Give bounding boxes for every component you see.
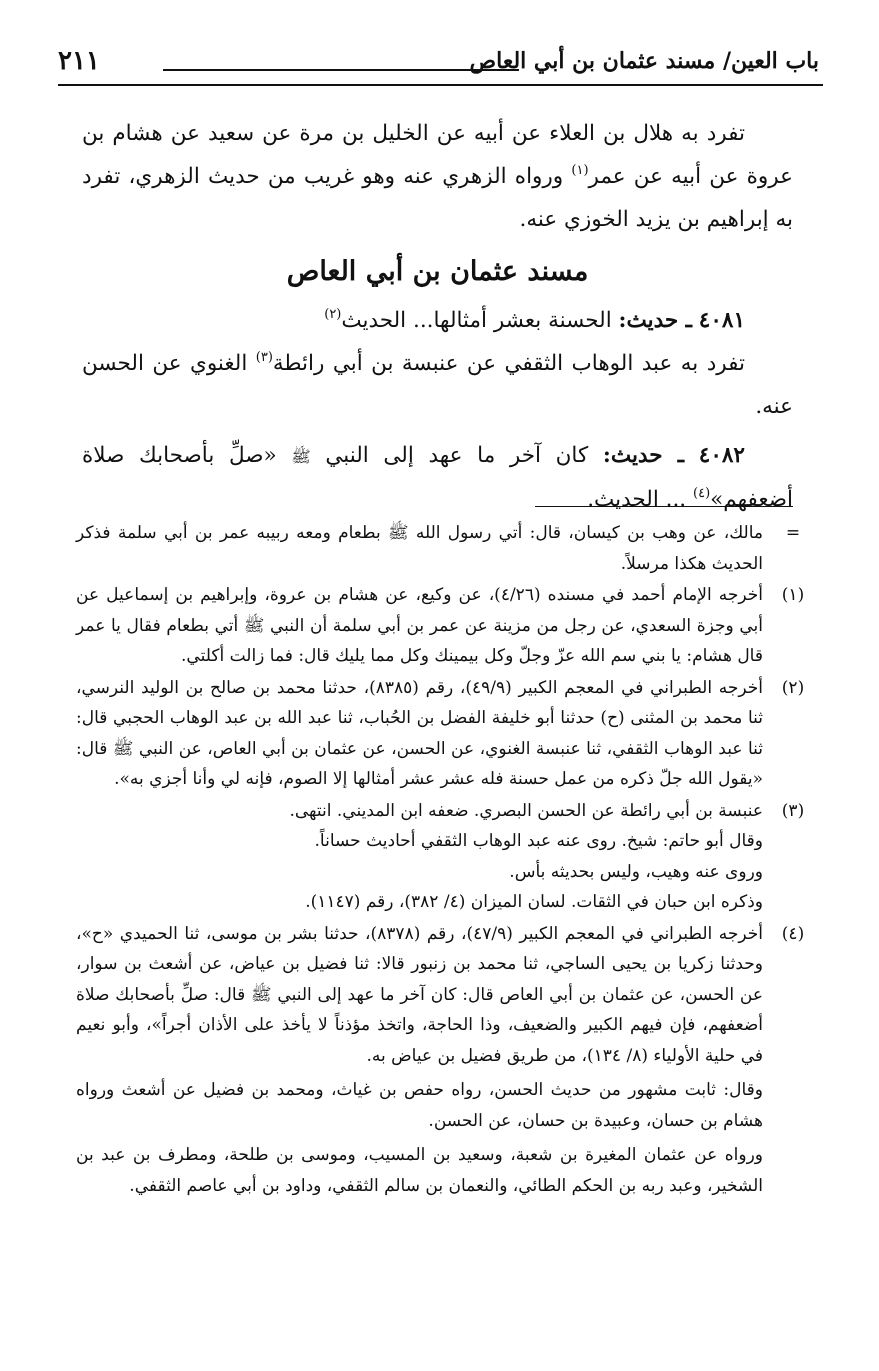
intro-text-cont: ورواه الزهري عنه وهو غريب من حديث الزهري، تفرد به إبراهيم بن يزيد الخوزي عنه. bbox=[82, 164, 793, 232]
footnote-3 bbox=[76, 796, 819, 918]
footnote-marker: (٣) bbox=[781, 800, 805, 821]
footnote-marker: (٢) bbox=[781, 677, 805, 698]
hadith-text-end: ... الحديث. bbox=[587, 487, 687, 512]
intro-paragraph bbox=[82, 112, 793, 241]
hadith-4081-note bbox=[82, 342, 793, 428]
header-title: باب العين/ مسند عثمان بن أبي العاص bbox=[469, 48, 819, 74]
footnote-ref-3: (٣) bbox=[255, 350, 273, 365]
header-leader-line bbox=[163, 69, 519, 71]
hadith-note-text-cont: الغنوي عن الحسن عنه. bbox=[82, 351, 793, 419]
hadith-text: الحسنة بعشر أمثالها... الحديث bbox=[341, 308, 612, 333]
hadith-quote: «صلِّ بأصحابك صلاة أضعفهم» bbox=[82, 443, 793, 512]
footnote-continuation bbox=[76, 518, 819, 579]
hadith-4082 bbox=[82, 434, 793, 521]
section-heading: مسند عثمان بن أبي العاص bbox=[286, 256, 589, 287]
footnote-paragraph: ورواه عن عثمان المغيرة بن شعبة، وسعيد بن المسيب، وموسى بن طلحة، ومطرف بن عبد بن الشخير، وعبد ربه بن الحكم الطائي، والنعمان بن سالم الثقفي، وداود بن أبي عاصم الثقفي. bbox=[76, 1145, 763, 1196]
footnote-1 bbox=[76, 580, 819, 672]
footnote-marker: = bbox=[785, 523, 801, 543]
footnote-4 bbox=[76, 919, 819, 1202]
intro-text: تفرد به هلال بن العلاء عن أبيه عن الخليل بن مرة عن سعيد عن هشام بن عروة عن أبيه عن عمر bbox=[82, 121, 793, 189]
page-number: ٢١١ bbox=[58, 46, 100, 76]
footnote-paragraph: أخرجه الطبراني في المعجم الكبير (٤٩/٩)، رقم (٨٣٨٥)، حدثنا محمد بن صالح بن الوليد النرسي، ثنا محمد بن المثنى (ح) حدثنا أبو خليفة الفضل بن الحُباب، ثنا عبد الله بن عبد الوهاب الحجبي قال: ثنا عبد الوهاب الثقفي، ثنا عنبسة الغنوي، عن الحسن، عن عثمان بن أبي العاص، عن النبي ﷺ قال: «يقول الله جلّ ذكره من عمل حسنة فله عشر عشر أمثالها إلا الصوم، فإنه لي وأنا أجزي به». bbox=[76, 677, 763, 789]
footnote-paragraph: أخرجه الطبراني في المعجم الكبير (٤٧/٩)، رقم (٨٣٧٨)، حدثنا بشر بن موسى، ثنا الحميدي «ح»، وحدثنا زكريا بن يحيى الساجي، ثنا محمد بن زنبور قالا: ثنا فضيل بن عياض، عن أشعث بن سوار، عن الحسن، عن عثمان بن أبي العاص قال: كان آخر ما عهد إلى النبي ﷺ قال: صلِّ بأصحابك صلاة أضعفهم، فإن فيهم الكبير والضعيف، وذا الحاجة، واتخذ مؤذناً لا يأخذ على الأذان أجراً»، وأبو نعيم في حلية الأولياء (٨/ ١٣٤)، من طريق فضيل بن عياض به. bbox=[76, 923, 763, 1066]
footnote-paragraph: أخرجه الإمام أحمد في مسنده (٤/٢٦)، عن وكيع، عن هشام بن عروة، وإبراهيم بن إسماعيل عن أبي وجزة السعدي، عن رجل من مزينة عن عمر بن أبي سلمة أن النبي ﷺ أتي بطعام فقال يا عمر قال هشام: يا بني سم الله عزّ وجلّ وكل بيمينك وكل مما يليك قال: فما زالت أكلتي. bbox=[76, 585, 763, 666]
footnote-marker: (٤) bbox=[781, 923, 805, 944]
hadith-label: ـ حديث: bbox=[602, 443, 685, 468]
footnote-paragraph: وروى عنه وهيب، وليس بحديثه بأس. bbox=[509, 861, 763, 882]
running-header bbox=[58, 44, 819, 86]
footnote-separator bbox=[535, 506, 793, 507]
hadith-note-text: تفرد به عبد الوهاب الثقفي عن عنبسة بن أبي رائطة bbox=[272, 351, 745, 376]
footnotes bbox=[76, 518, 819, 1202]
salla-ligature-icon: ﷺ bbox=[291, 447, 311, 466]
footnote-ref-2: (٢) bbox=[324, 307, 342, 322]
hadith-number: ٤٠٨١ bbox=[698, 308, 745, 333]
hadith-4081 bbox=[82, 299, 793, 342]
footnote-ref-4: (٤) bbox=[693, 486, 711, 501]
footnote-paragraph: وقال أبو حاتم: شيخ. روى عنه عبد الوهاب الثقفي أحاديث حساناً. bbox=[314, 831, 763, 851]
hadith-text: كان آخر ما عهد إلى النبي bbox=[325, 443, 589, 468]
main-text bbox=[82, 112, 793, 521]
footnote-paragraph: وقال: ثابت مشهور من حديث الحسن، رواه حفص بن غياث، ومحمد بن فضيل عن أشعث ورواه هشام بن حسان، وعبيدة بن حسان، عن الحسن. bbox=[76, 1080, 763, 1131]
footnote-paragraph: مالك، عن وهب بن كيسان، قال: أتي رسول الله ﷺ بطعام ومعه ربيبه عمر بن أبي سلمة فذكر الحديث هكذا مرسلاً. bbox=[76, 523, 763, 574]
footnote-ref-1: (١) bbox=[571, 163, 589, 178]
footnote-paragraph: وذكره ابن حبان في الثقات. لسان الميزان (٤/ ٣٨٢)، رقم (١١٤٧). bbox=[305, 892, 763, 912]
hadith-number: ٤٠٨٢ bbox=[698, 443, 745, 468]
footnote-2 bbox=[76, 673, 819, 795]
footnote-paragraph: عنبسة بن أبي رائطة عن الحسن البصري. ضعفه ابن المديني. انتهى. bbox=[289, 800, 763, 821]
hadith-label: ـ حديث: bbox=[618, 308, 692, 333]
footnote-marker: (١) bbox=[781, 585, 805, 605]
header-rule bbox=[58, 84, 823, 86]
